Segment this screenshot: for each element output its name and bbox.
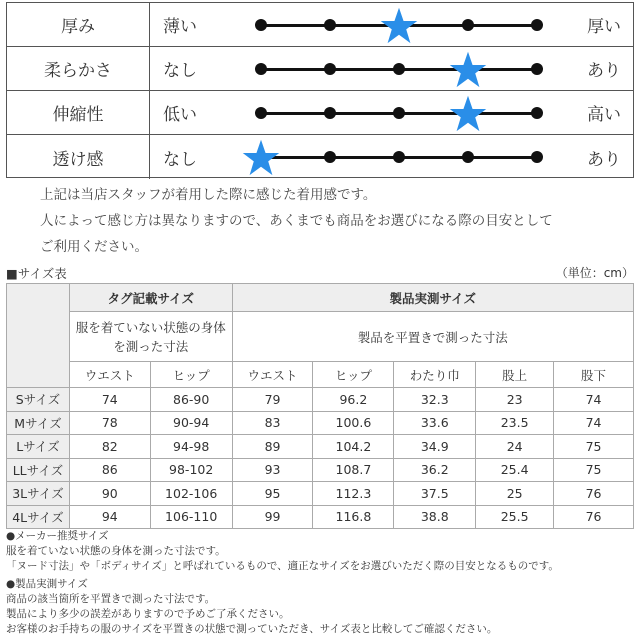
- group-header-tag: タグ記載サイズ: [69, 284, 232, 312]
- group-header-actual: 製品実測サイズ: [232, 284, 633, 312]
- size-value-cell: 98-102: [150, 458, 232, 482]
- scale-dot: [324, 63, 336, 75]
- size-value-cell: 33.6: [394, 411, 476, 435]
- feel-label: 透け感: [7, 135, 150, 179]
- rating-star-icon: [449, 51, 487, 89]
- size-value-cell: 93: [232, 458, 313, 482]
- feel-row-sheerness: [7, 135, 633, 179]
- scale-dot: [531, 63, 543, 75]
- feel-note-line: 上記は当店スタッフが着用した際に感じた着用感です。: [40, 187, 377, 203]
- feel-note-line: 人によって感じ方は異なりますので、あくまでも商品をお選びになる際の目安として: [40, 213, 553, 229]
- unit-label: （単位：cm）: [555, 266, 634, 280]
- table-row: [7, 435, 634, 459]
- table-row: [7, 505, 634, 529]
- size-value-cell: 86-90: [150, 388, 232, 412]
- column-header: ヒップ: [313, 362, 394, 388]
- footnote-line: 「ヌード寸法」や「ボディサイズ」と呼ばれているもので、適正なサイズをお選びいただく際の目安となるものです。: [6, 560, 559, 572]
- size-row-header: Mサイズ: [7, 411, 70, 435]
- size-value-cell: 82: [69, 435, 150, 459]
- actual-description: 製品を平置きで測った寸法: [232, 312, 633, 362]
- size-value-cell: 75: [554, 458, 634, 482]
- scale-dot: [324, 151, 336, 163]
- feel-high-label: 厚い: [587, 17, 621, 37]
- table-corner: [7, 284, 70, 388]
- column-header: ウエスト: [232, 362, 313, 388]
- size-value-cell: 34.9: [394, 435, 476, 459]
- scale-dot: [324, 19, 336, 31]
- size-value-cell: 96.2: [313, 388, 394, 412]
- feel-row-stretch: [7, 91, 633, 135]
- size-table: [6, 283, 634, 529]
- size-value-cell: 25.4: [476, 458, 554, 482]
- scale-dot: [531, 107, 543, 119]
- rating-star-icon: [449, 95, 487, 133]
- size-value-cell: 108.7: [313, 458, 394, 482]
- size-value-cell: 37.5: [394, 482, 476, 506]
- feel-high-label: あり: [587, 149, 621, 170]
- size-value-cell: 106-110: [150, 505, 232, 529]
- size-value-cell: 74: [554, 388, 634, 412]
- scale-dot: [393, 107, 405, 119]
- table-row: [7, 411, 634, 435]
- size-value-cell: 79: [232, 388, 313, 412]
- feel-rating-table: [6, 2, 634, 178]
- size-value-cell: 75: [554, 435, 634, 459]
- rating-star-icon: [380, 7, 418, 45]
- size-value-cell: 94: [69, 505, 150, 529]
- size-value-cell: 83: [232, 411, 313, 435]
- size-value-cell: 76: [554, 505, 634, 529]
- tag-description: 服を着ていない状態の身体を測った寸法: [69, 312, 232, 362]
- scale-dot: [531, 151, 543, 163]
- feel-row-softness: [7, 47, 633, 91]
- column-header: わたり巾: [394, 362, 476, 388]
- size-value-cell: 36.2: [394, 458, 476, 482]
- table-row: [7, 388, 634, 412]
- feel-low-label: なし: [163, 149, 197, 170]
- size-value-cell: 25.5: [476, 505, 554, 529]
- feel-label: 柔らかさ: [7, 47, 150, 90]
- table-row: [7, 482, 634, 506]
- footnote-line: 服を着ていない状態の身体を測った寸法です。: [6, 545, 226, 557]
- size-value-cell: 112.3: [313, 482, 394, 506]
- size-table-title: ■サイズ表: [6, 266, 67, 281]
- size-value-cell: 100.6: [313, 411, 394, 435]
- size-value-cell: 38.8: [394, 505, 476, 529]
- scale-dot: [462, 151, 474, 163]
- size-value-cell: 104.2: [313, 435, 394, 459]
- size-row-header: 3Lサイズ: [7, 482, 70, 506]
- scale-dot: [255, 63, 267, 75]
- size-value-cell: 74: [69, 388, 150, 412]
- size-value-cell: 90: [69, 482, 150, 506]
- column-header: 股上: [476, 362, 554, 388]
- footnote-line: お客様のお手持ちの服のサイズを平置きの状態で測っていただき、サイズ表と比較してご確認ください。: [6, 623, 498, 635]
- column-header-row: [7, 362, 634, 388]
- scale-dot: [462, 19, 474, 31]
- feel-label: 厚み: [7, 3, 150, 46]
- size-value-cell: 32.3: [394, 388, 476, 412]
- footnote-line: 商品の該当箇所を平置きで測った寸法です。: [6, 593, 216, 605]
- size-value-cell: 24: [476, 435, 554, 459]
- scale-dot: [255, 107, 267, 119]
- feel-label: 伸縮性: [7, 91, 150, 134]
- size-row-header: LLサイズ: [7, 458, 70, 482]
- feel-low-label: なし: [163, 61, 197, 81]
- size-value-cell: 76: [554, 482, 634, 506]
- size-value-cell: 23: [476, 388, 554, 412]
- column-header: ウエスト: [69, 362, 150, 388]
- feel-row-thickness: [7, 3, 633, 47]
- scale-dot: [393, 63, 405, 75]
- feel-low-label: 低い: [163, 105, 197, 125]
- size-value-cell: 94-98: [150, 435, 232, 459]
- scale-dot: [531, 19, 543, 31]
- size-row-header: Lサイズ: [7, 435, 70, 459]
- size-value-cell: 90-94: [150, 411, 232, 435]
- size-value-cell: 95: [232, 482, 313, 506]
- size-value-cell: 89: [232, 435, 313, 459]
- feel-high-label: あり: [587, 61, 621, 81]
- size-value-cell: 23.5: [476, 411, 554, 435]
- size-row-header: Sサイズ: [7, 388, 70, 412]
- rating-star-icon: [242, 139, 280, 177]
- scale-dot: [255, 19, 267, 31]
- size-value-cell: 78: [69, 411, 150, 435]
- size-value-cell: 74: [554, 411, 634, 435]
- footnote-heading: ●製品実測サイズ: [6, 578, 88, 590]
- scale-dot: [393, 151, 405, 163]
- feel-high-label: 高い: [587, 105, 621, 125]
- size-value-cell: 116.8: [313, 505, 394, 529]
- footnote-heading: ●メーカー推奨サイズ: [6, 530, 109, 542]
- feel-note-line: ご利用ください。: [40, 239, 148, 255]
- size-value-cell: 25: [476, 482, 554, 506]
- size-row-header: 4Lサイズ: [7, 505, 70, 529]
- footnote-line: 製品により多少の誤差がありますので予めご了承ください。: [6, 608, 290, 620]
- column-header: ヒップ: [150, 362, 232, 388]
- table-row: [7, 458, 634, 482]
- size-value-cell: 99: [232, 505, 313, 529]
- size-value-cell: 86: [69, 458, 150, 482]
- scale-dot: [324, 107, 336, 119]
- column-header: 股下: [554, 362, 634, 388]
- feel-low-label: 薄い: [163, 17, 197, 37]
- size-value-cell: 102-106: [150, 482, 232, 506]
